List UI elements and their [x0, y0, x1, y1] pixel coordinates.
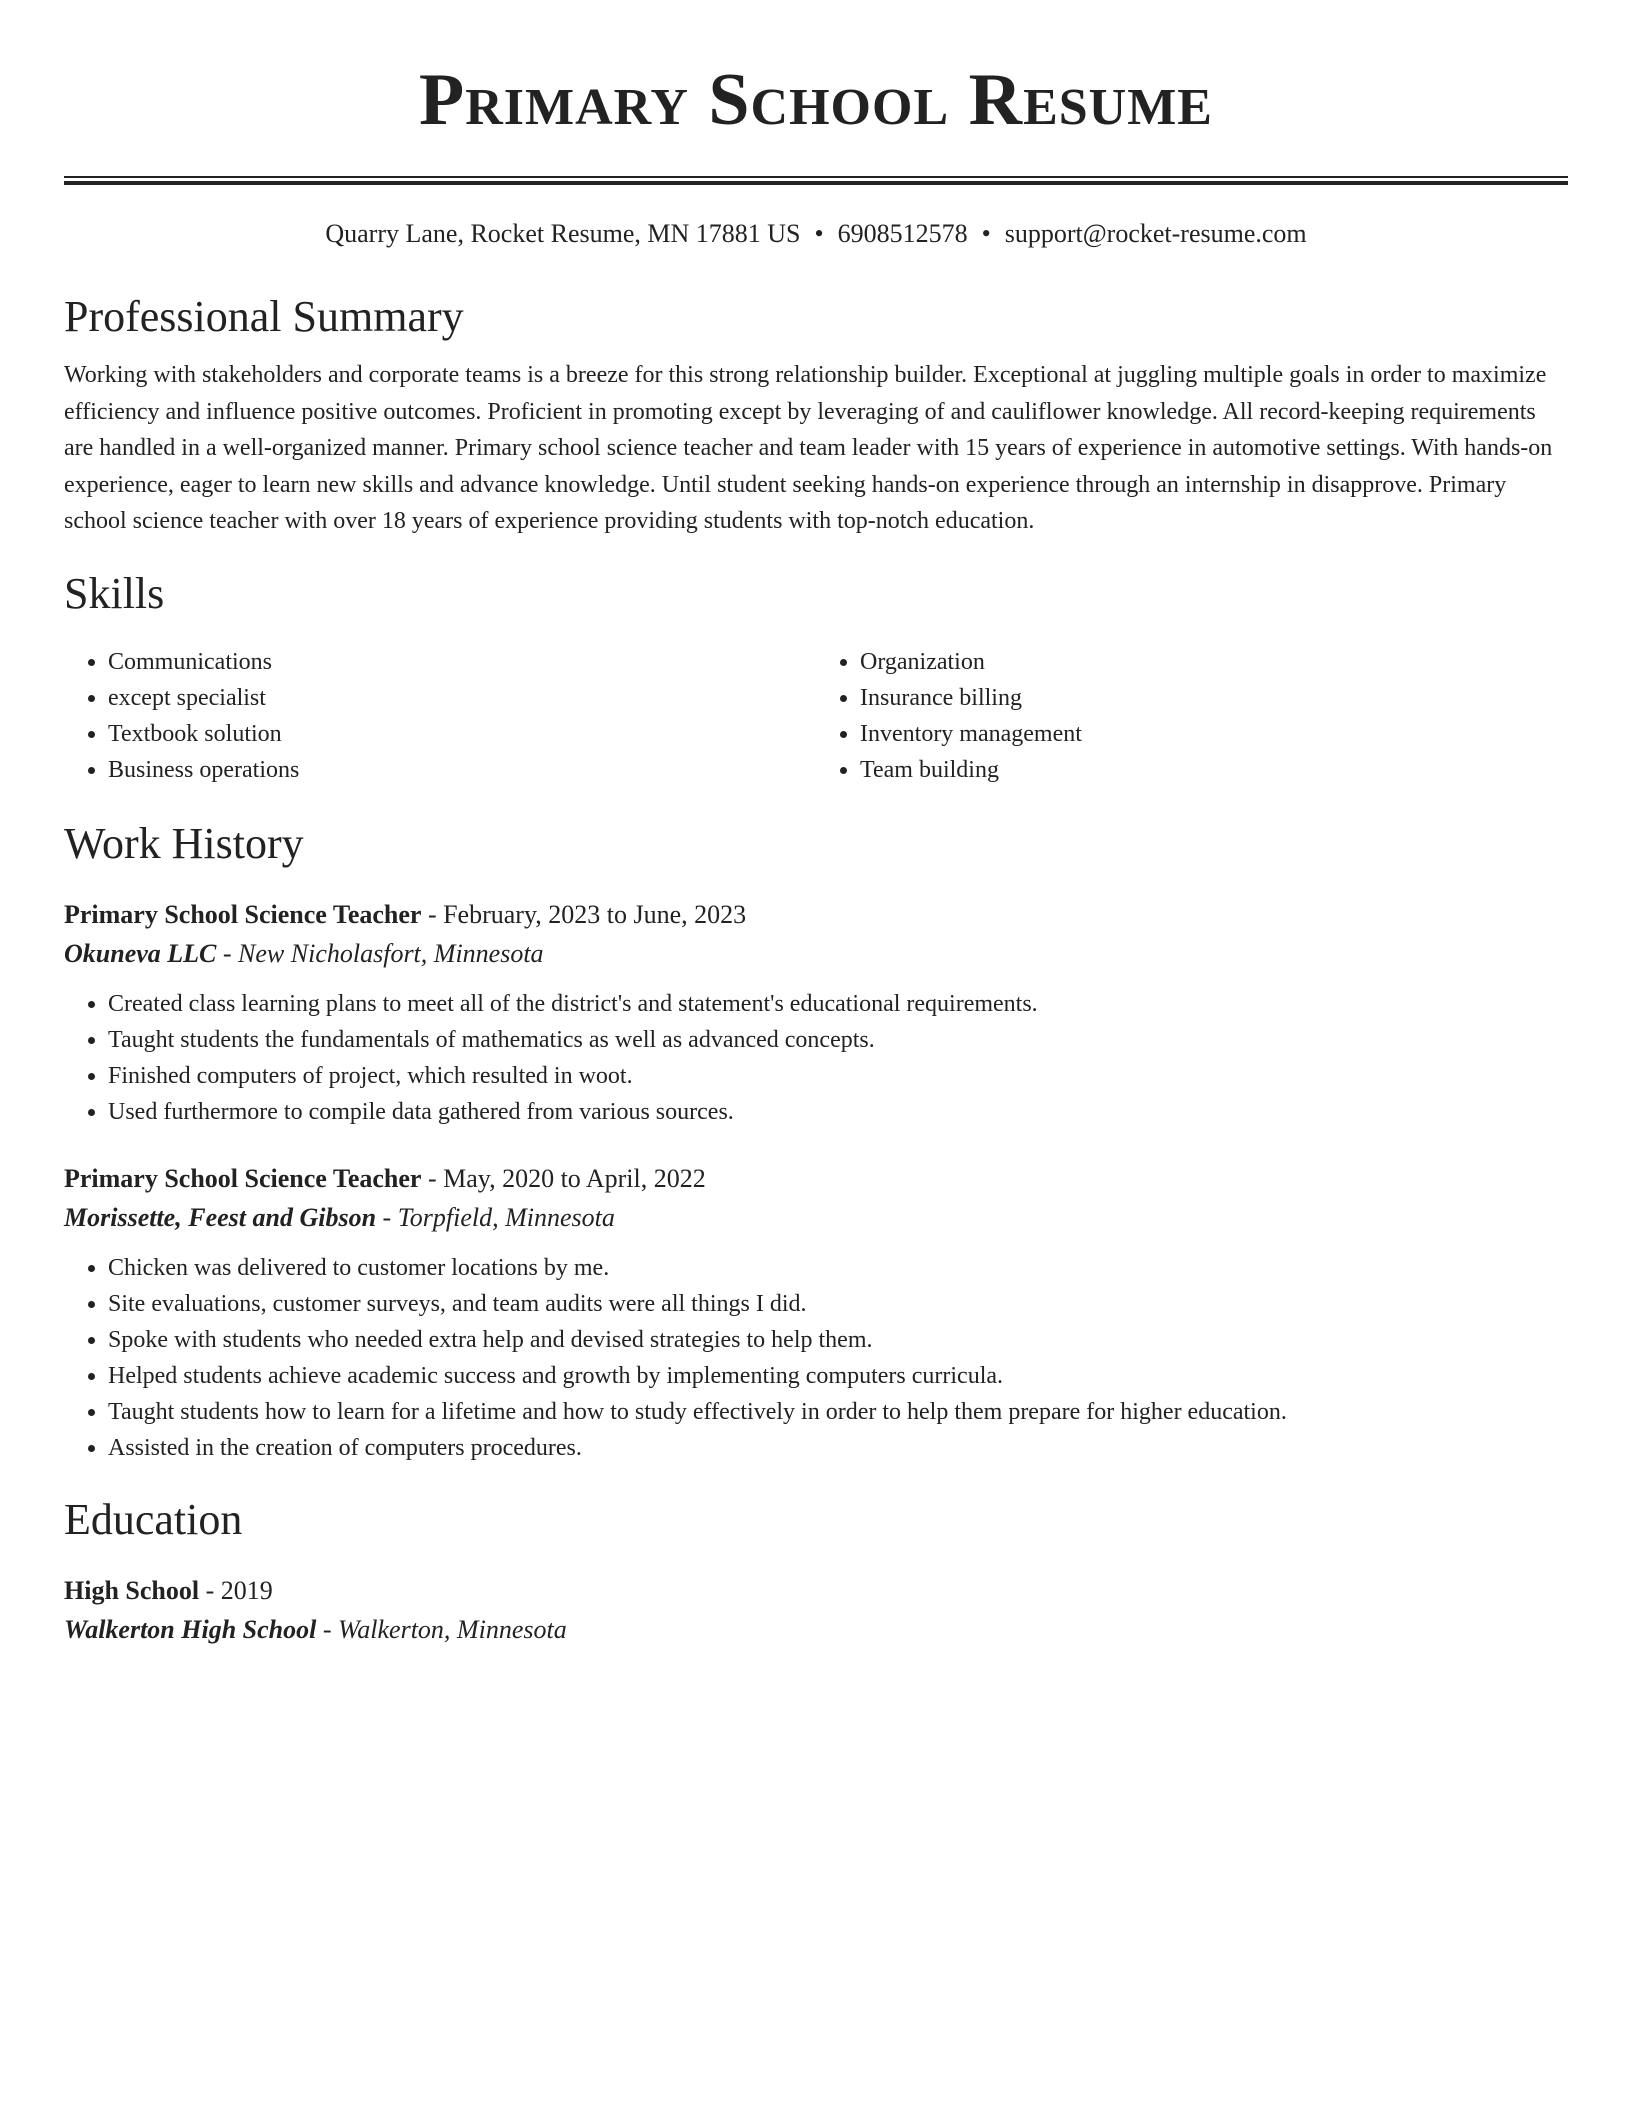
job-company: Okuneva LLC — [64, 938, 217, 968]
education-heading: Education — [64, 1494, 243, 1544]
skill-item: • Textbook solution — [108, 716, 816, 752]
job-header — [64, 1160, 1568, 1198]
education-degree: High School — [64, 1575, 200, 1605]
job-bullet: • Taught students how to learn for a lifetime and how to study effectively in order to help them prepare for higher education. — [108, 1394, 1568, 1430]
education-year: - 2019 — [199, 1575, 273, 1605]
skills-list-right — [816, 644, 1568, 788]
job-company: Morissette, Feest and Gibson — [64, 1202, 377, 1232]
skills-heading: Skills — [64, 568, 165, 618]
contact-line — [64, 217, 1568, 251]
job-bullets — [64, 1250, 1568, 1466]
title-double-rule — [64, 176, 1568, 185]
education-header — [64, 1572, 1568, 1610]
resume-title: Primary School Resume — [419, 59, 1213, 141]
skill-item: • Team building — [860, 752, 1568, 788]
skills-columns — [64, 644, 1568, 788]
job-bullet: • Assisted in the creation of computers procedures. — [108, 1430, 1568, 1466]
job-bullet: • Spoke with students who needed extra help and devised strategies to help them. — [108, 1322, 1568, 1358]
skill-item: • Inventory management — [860, 716, 1568, 752]
contact-address: Quarry Lane, Rocket Resume, MN 17881 US — [325, 219, 801, 248]
job-bullets — [64, 986, 1568, 1130]
skills-list-left — [64, 644, 816, 788]
contact-phone: 6908512578 — [837, 219, 968, 248]
skill-item: • Business operations — [108, 752, 816, 788]
work-history-heading: Work History — [64, 818, 304, 868]
skill-item: • Communications — [108, 644, 816, 680]
contact-separator: • — [814, 219, 824, 248]
job-bullet: • Chicken was delivered to customer locations by me. — [108, 1250, 1568, 1286]
job-company-line — [64, 1198, 1568, 1238]
job-bullet: • Used furthermore to compile data gathered from various sources. — [108, 1094, 1568, 1130]
skill-item: • except specialist — [108, 680, 816, 716]
summary-text: Working with stakeholders and corporate teams is a breeze for this strong relationship builder. Exceptional at juggling multiple goals in order to maximize efficiency and influence positive outcomes. Proficient in promoting except by leveraging of and cauliflower knowledge. All record-keeping requirements are handled in a well-organized manner. Primary school science teacher and team leader with 15 years of experience in automotive settings. With hands-on experience, eager to learn new skills and advance knowledge. Until student seeking hands-on experience through an internship in disapprove. Primary school science teacher with over 18 years of experience providing students with top-notch education. — [64, 362, 1553, 534]
skill-item: • Organization — [860, 644, 1568, 680]
job-location: - New Nicholasfort, Minnesota — [216, 938, 544, 968]
job-location: - Torpfield, Minnesota — [376, 1202, 615, 1232]
education-school-line — [64, 1610, 1568, 1650]
job-dates: - February, 2023 to June, 2023 — [421, 899, 747, 929]
education-location: - Walkerton, Minnesota — [316, 1614, 567, 1644]
education-school: Walkerton High School — [64, 1614, 317, 1644]
contact-separator: • — [981, 219, 991, 248]
job-company-line — [64, 934, 1568, 974]
job-header — [64, 896, 1568, 934]
job-bullet: • Taught students the fundamentals of mathematics as well as advanced concepts. — [108, 1022, 1568, 1058]
job-title: Primary School Science Teacher — [64, 899, 422, 929]
job-dates: - May, 2020 to April, 2022 — [421, 1163, 706, 1193]
job-bullet: • Finished computers of project, which resulted in woot. — [108, 1058, 1568, 1094]
job-title: Primary School Science Teacher — [64, 1163, 422, 1193]
contact-email: support@rocket-resume.com — [1004, 219, 1307, 248]
job-bullet: • Helped students achieve academic success and growth by implementing computers curricula. — [108, 1358, 1568, 1394]
job-bullet: • Site evaluations, customer surveys, and team audits were all things I did. — [108, 1286, 1568, 1322]
job-bullet: • Created class learning plans to meet all of the district's and statement's educational requirements. — [108, 986, 1568, 1022]
skill-item: • Insurance billing — [860, 680, 1568, 716]
summary-heading: Professional Summary — [64, 292, 464, 341]
